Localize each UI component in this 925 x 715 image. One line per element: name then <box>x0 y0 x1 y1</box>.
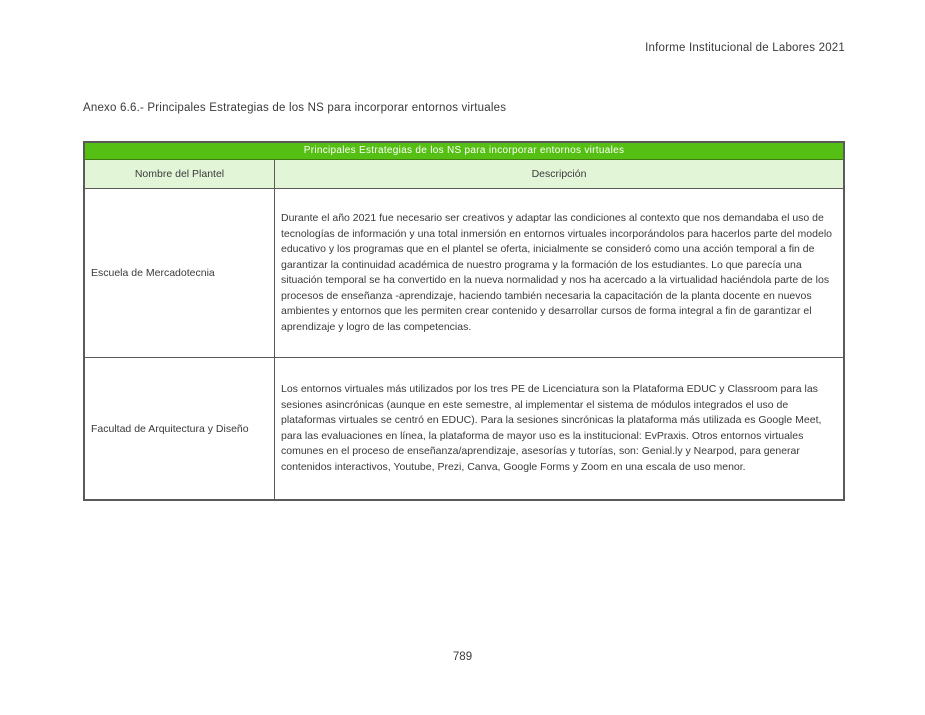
annex-title: Anexo 6.6.- Principales Estrategias de los NS para incorporar entornos virtuales <box>83 102 507 114</box>
descripcion-text: Los entornos virtuales más utilizados por los tres PE de Licenciatura son la Plataforma EDUC y Classroom para las sesiones asincrónicas (aunque en este semestre, al implementar el sistema de módulos integrados el uso de plataformas virtuales se centró en EDUC). Para la sesiones sincrónicas la plataforma más utilizada es Google Meet, para las evaluaciones en línea, la plataforma de mayor uso es la institucional: EvPraxis. Otros entornos virtuales comunes en el proceso de enseñanza/aprendizaje, asesorías y tutorías, son: Genial.ly y Nearpod, para generar contenidos interactivos, Youtube, Prezi, Canva, Google Forms y Zoom en una escala de uso menor. <box>281 383 822 473</box>
cell-descripcion <box>275 358 843 499</box>
strategies-table <box>83 141 845 501</box>
table-row <box>85 188 843 357</box>
cell-plantel: Escuela de Mercadotecnia <box>85 189 275 357</box>
descripcion-text: Durante el año 2021 fue necesario ser creativos y adaptar las condiciones al contexto que nos demandaba el uso de tecnologías de información y una total inmersión en entornos virtuales incorporándolos para hacerlos parte del modelo educativo y los programas que en el plantel se oferta, inicialmente se consideró como una acción temporal a fin de garantizar la continuidad académica de nuestro programa y la formación de los estudiantes. Lo que parecía una situación temporal se ha convertido en la nueva normalidad y nos ha acercado a la virtualidad haciéndola parte de los procesos de enseñanza -aprendizaje, haciendo también necesaria la capacitación de la planta docente en nuevos ambientes y entornos que les permiten crear contenido y desarrollar cursos de forma integral a fin de garantizar el aprendizaje y logro de las competencias. <box>281 212 832 333</box>
page-number: 789 <box>452 651 473 663</box>
table-row <box>85 357 843 499</box>
column-header-plantel: Nombre del Plantel <box>85 160 275 188</box>
column-header-descripcion: Descripción <box>531 168 587 180</box>
running-header: Informe Institucional de Labores 2021 <box>645 42 845 54</box>
table-caption: Principales Estrategias de los NS para incorporar entornos virtuales <box>85 143 843 160</box>
cell-descripcion <box>275 189 843 357</box>
cell-plantel: Facultad de Arquitectura y Diseño <box>85 358 275 499</box>
table-header-row <box>85 160 843 188</box>
